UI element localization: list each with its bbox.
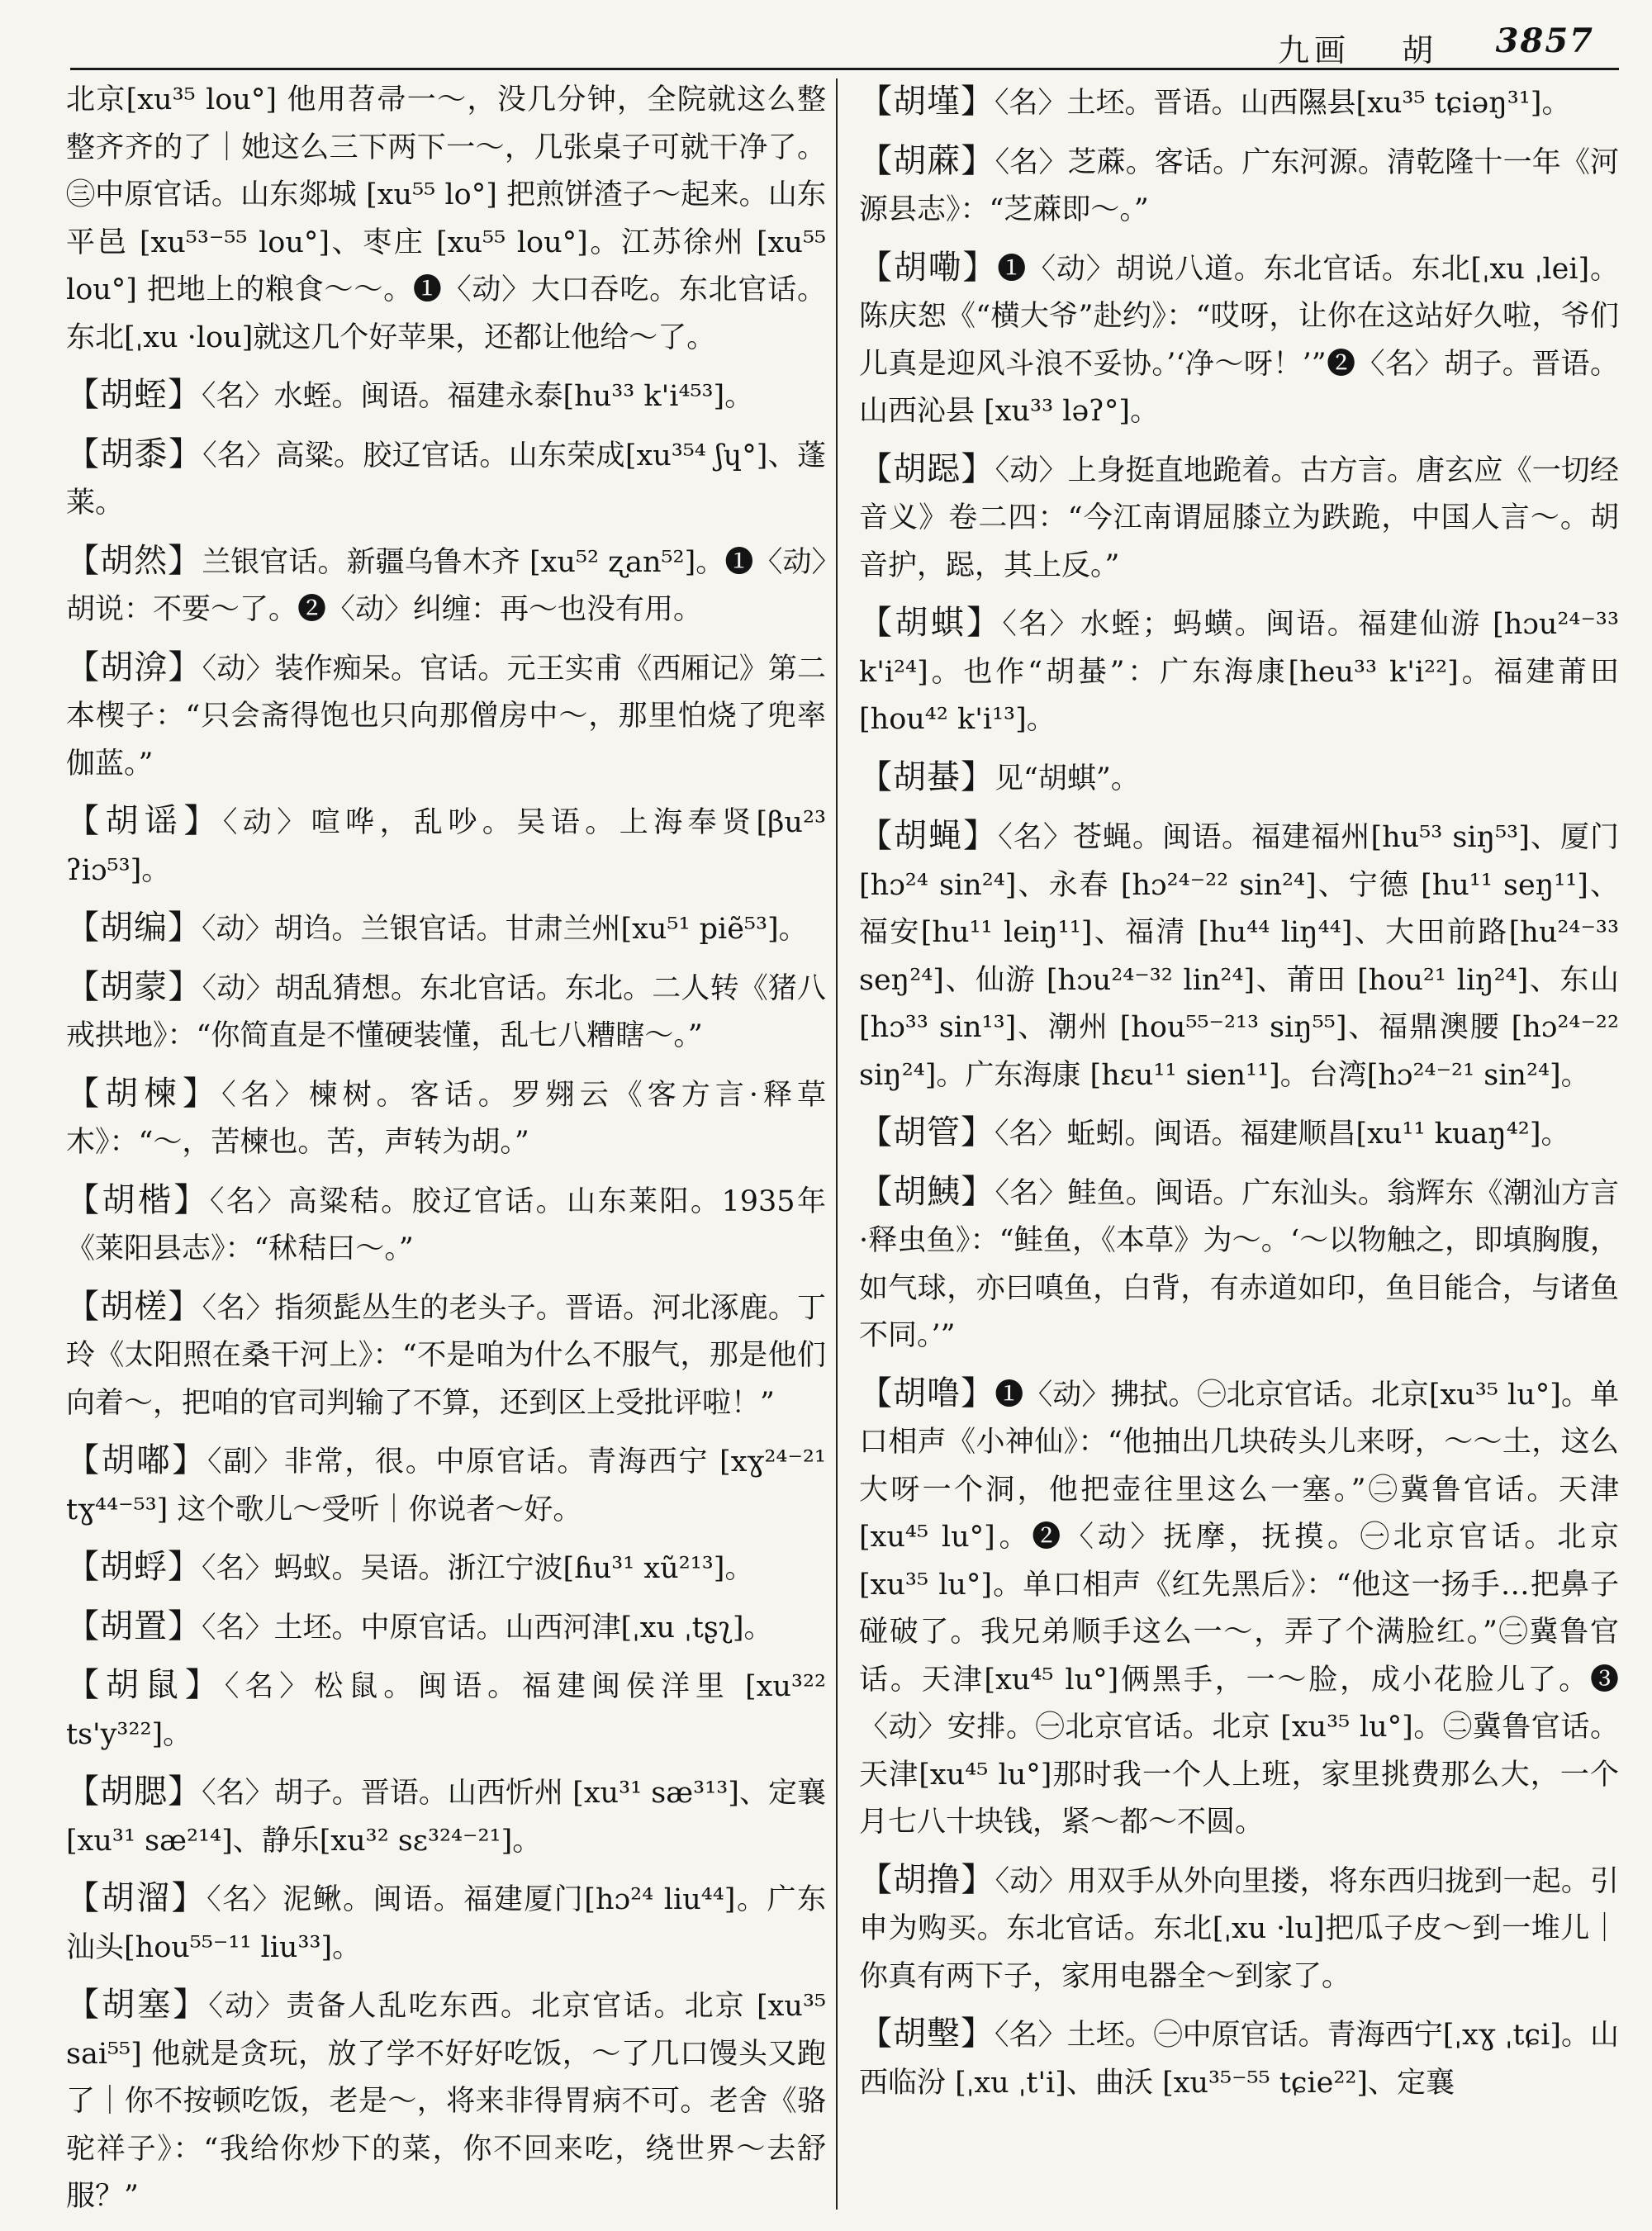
entry-headword: 【胡编】 <box>66 909 202 947</box>
entry-headword: 【胡墐】 <box>859 83 995 121</box>
entry-headword: 【胡黍】 <box>66 434 203 473</box>
page-number: 3857 <box>1495 21 1594 60</box>
entry-definition: 〈名〉高粱秸。胶辽官话。山东莱阳。1935年《莱阳县志》：“秫秸曰～。” <box>66 1184 827 1265</box>
entry-headword: 【胡然】 <box>66 541 202 580</box>
dictionary-entry <box>66 1437 826 1534</box>
dictionary-entry <box>66 964 826 1061</box>
entry-definition: 〈名〉水蛭；蚂蟥。闽语。福建仙游 [hɔu²⁴⁻³³ k'i²⁴]。也作“胡蜝”：广东海康[heu³³ k'i²²]。福建莆田[hou⁴² k'i¹³]。 <box>859 608 1619 736</box>
entry-definition: ❶〈动〉拂拭。㊀北京官话。北京[xu³⁵ lu°]。单口相声《小神仙》：“他抽出几块砖头儿来呀，～～土，这么大呀一个洞，他把壶往里这么一塞。”㊁冀鲁官话。天津[xu⁴⁵ lu°]。❷〈动〉抚摩，抚摸。㊀北京官话。北京 [xu³⁵ lu°]。单口相声《红先黑后》：“他这一扬手…把鼻子碰破了。我兄弟顺手这么一～，弄了个满脸红。”㊁冀鲁官话。天津[xu⁴⁵ lu°]俩黑手，一～脸，成小花脸儿了。❸〈动〉安排。㊀北京官话。北京 [xu³⁵ lu°]。㊁冀鲁官话。天津[xu⁴⁵ lu°]那时我一个人上班，家里挑费那么大，一个月七八十块钱，紧～都～不圆。 <box>859 1378 1620 1839</box>
entry-definition: 〈名〉苍蝇。闽语。福建福州[hu⁵³ siŋ⁵³]、厦门 [hɔ²⁴ sin²⁴]、永春 [hɔ²⁴⁻²² sin²⁴]、宁德 [hu¹¹ seŋ¹¹]、福安[hu¹¹ leiŋ¹¹]、福清 [hu⁴⁴ liŋ⁴⁴]、大田前路[hu²⁴⁻³³ seŋ²⁴]、仙游 [hɔu²⁴⁻³² lin²⁴]、莆田 [hou²¹ liŋ²⁴]、东山 [hɔ³³ sin¹³]、潮州 [hou⁵⁵⁻²¹³ siŋ⁵⁵]、福鼎澳腰 [hɔ²⁴⁻²² siŋ²⁴]。广东海康 [hɛu¹¹ sien¹¹]。台湾[hɔ²⁴⁻²¹ sin²⁴]。 <box>859 821 1620 1092</box>
dictionary-entry <box>859 138 1619 235</box>
dictionary-entry <box>859 446 1619 591</box>
entry-definition: ❶〈动〉胡说八道。东北官话。东北[ˌxu ˌlei]。陈庆恕《“横大爷”赴约》：“哎呀，让你在这站好久啦，爷们儿真是迎风斗浪不妥协。’‘净～呀！’”❷〈名〉胡子。晋语。山西沁县 [xu³³ ləʔ°]。 <box>859 252 1620 428</box>
entry-headword: 【胡墼】 <box>859 2015 995 2053</box>
dictionary-entry <box>66 1070 826 1167</box>
entry-headword: 【胡撸】 <box>859 1860 995 1899</box>
dictionary-entry <box>859 78 1619 128</box>
entry-headword: 【胡嘟】 <box>66 1441 207 1479</box>
entry-definition: 〈动〉用双手从外向里搂，将东西归拢到一起。引申为购买。东北官话。东北[ˌxu ·lu]把瓜子皮～到一堆儿｜你真有两下子，家用电器全～到家了。 <box>859 1864 1619 1993</box>
entry-definition: 〈名〉胡子。晋语。山西忻州 [xu³¹ sæ³¹³]、定襄[xu³¹ sæ²¹⁴]、静乐[xu³² sɛ³²⁴⁻²¹]。 <box>66 1777 827 1858</box>
dictionary-entry <box>66 1982 826 2221</box>
column-divider <box>836 78 838 2210</box>
entry-headword: 【胡跽】 <box>859 449 995 488</box>
dictionary-entry <box>66 1544 826 1593</box>
entry-headword: 【胡鮧】 <box>859 1172 995 1211</box>
dictionary-entry <box>859 600 1619 744</box>
entry-definition: 〈名〉土坯。㊀中原官话。青海西宁[ˌxɣ ˌtɕi]。山西临汾 [ˌxu ˌt'i]、曲沃 [xu³⁵⁻⁵⁵ tɕie²²]、定襄 <box>859 2019 1620 2100</box>
dictionary-entry <box>66 798 826 895</box>
entry-definition: 〈名〉土坯。晋语。山西隰县[xu³⁵ tɕiəŋ³¹]。 <box>995 87 1571 120</box>
entry-definition: 〈名〉高粱。胶辽官话。山东荣成[xu³⁵⁴ ʃɥ°]、蓬莱。 <box>66 439 827 520</box>
entry-definition: 〈副〉非常，很。中原官话。青海西宁 [xɣ²⁴⁻²¹ tɣ⁴⁴⁻⁵³] 这个歌儿～受听｜你说者～好。 <box>66 1445 826 1526</box>
entry-headword: 【胡嘞】 <box>859 248 998 287</box>
entry-headword: 【胡腮】 <box>66 1773 202 1811</box>
entry-headword: 【胡噜】 <box>859 1374 995 1412</box>
dictionary-entry <box>66 904 826 954</box>
entry-headword: 【胡谣】 <box>66 802 223 840</box>
dictionary-entry <box>66 1284 826 1428</box>
dictionary-entry <box>859 2010 1619 2107</box>
entry-definition: 〈名〉蚯蚓。闽语。福建顺昌[xu¹¹ kuaŋ⁴²]。 <box>995 1118 1570 1151</box>
dictionary-entry <box>66 538 826 634</box>
entry-definition: 〈名〉指须髭丛生的老头子。晋语。河北涿鹿。丁玲《太阳照在桑干河上》：“不是咱为什么不服气，那是他们向着～，把咱的官司判输了不算，还到区上受批评啦！” <box>66 1291 826 1420</box>
entry-definition: 北京[xu³⁵ lou°] 他用苕帚一～，没几分钟，全院就这么整整齐齐的了｜她这么三下两下一～，几张桌子可就干净了。㊂中原官话。山东郯城 [xu⁵⁵ lo°] 把煎饼渣子～起来。山东平邑 [xu⁵³⁻⁵⁵ lou°]、枣庄 [xu⁵⁵ lou°]。江苏徐州 [xu⁵⁵ lou°] 把地上的粮食～～。❶〈动〉大口吞吃。东北官话。东北[ˌxu ·lou]就这几个好苹果，还都让他给～了。 <box>66 83 826 354</box>
entry-definition: 〈动〉上身挺直地跪着。古方言。唐玄应《一切经音义》卷二四：“今江南谓屈膝立为跌跪，中国人言～。胡音护，跽，其上反。” <box>859 453 1619 582</box>
entry-headword: 【胡鼠】 <box>66 1666 225 1704</box>
dictionary-entry <box>859 244 1619 436</box>
entry-headword: 【胡蜞】 <box>859 604 1003 642</box>
head-character: 胡 <box>1401 32 1433 69</box>
entry-definition: 〈名〉泥鳅。闽语。福建厦门[hɔ²⁴ liu⁴⁴]。广东汕头[hou⁵⁵⁻¹¹ liu³³]。 <box>66 1883 827 1964</box>
entry-headword: 【胡渰】 <box>66 648 202 686</box>
entry-definition: 〈动〉胡乱猜想。东北官话。东北。二人转《猪八戒拱地》：“你简直是不懂硬装懂，乱七八糟瞎～。” <box>66 971 826 1052</box>
dictionary-entry <box>859 813 1619 1099</box>
dictionary-entry <box>66 372 826 421</box>
entry-definition: 〈名〉蚂蚁。吴语。浙江宁波[ɦu³¹ xũ²¹³]。 <box>202 1552 754 1585</box>
dictionary-entry <box>859 1169 1619 1360</box>
entry-headword: 【胡蜉】 <box>66 1548 202 1586</box>
entry-headword: 【胡置】 <box>66 1607 202 1645</box>
entry-headword: 【胡楝】 <box>66 1074 222 1113</box>
entry-definition: 〈动〉胡诌。兰银官话。甘肃兰州[xu⁵¹ piẽ⁵³]。 <box>202 913 808 946</box>
entry-definition: 〈名〉水蛭。闽语。福建永泰[hu³³ k'i⁴⁵³]。 <box>202 380 754 413</box>
dictionary-entry <box>859 1370 1619 1847</box>
dictionary-entry <box>66 1603 826 1653</box>
entry-headword: 【胡槎】 <box>66 1287 202 1326</box>
section-label: 九画 <box>1277 32 1351 69</box>
entry-definition: 见“胡蜞”。 <box>995 762 1140 795</box>
entry-definition: 〈动〉装作痴呆。官话。元王实甫《西厢记》第二本楔子：“只会斋得饱也只向那僧房中～，那里怕烧了兜率伽蓝。” <box>66 652 826 781</box>
entry-headword: 【胡蜝】 <box>859 757 995 796</box>
dictionary-entry <box>66 77 826 362</box>
dictionary-entry <box>66 431 826 528</box>
entry-definition: 〈动〉责备人乱吃东西。北京官话。北京 [xu³⁵ sai⁵⁵] 他就是贪玩，放了学不好好吃饭，～了几口馒头又跑了｜你不按顿吃饭，老是～，将来非得胃病不可。老舍《骆驼祥子》：“我给你炒下的菜，你不回来吃，绕世界～去舒服？” <box>66 1990 827 2213</box>
entry-headword: 【胡蛭】 <box>66 376 202 414</box>
entry-headword: 【胡蔴】 <box>859 141 995 180</box>
entry-definition: 兰银官话。新疆乌鲁木齐 [xu⁵² ʐan⁵²]。❶〈动〉胡说：不要～了。❷〈动〉纠缠：再～也没有用。 <box>66 545 827 626</box>
dictionary-entry <box>66 1662 826 1759</box>
entry-headword: 【胡塞】 <box>66 1986 209 2024</box>
entry-headword: 【胡楷】 <box>66 1180 210 1219</box>
entry-definition: 〈名〉土坯。中原官话。山西河津[ˌxu ˌtʂʅ]。 <box>202 1611 773 1645</box>
left-column <box>66 78 826 2231</box>
dictionary-entry <box>66 644 826 789</box>
dictionary-entry <box>859 1857 1619 2001</box>
dictionary-entry <box>859 1109 1619 1159</box>
entry-headword: 【胡蒙】 <box>66 967 202 1006</box>
dictionary-entry <box>66 1875 826 1972</box>
right-column <box>859 78 1619 2117</box>
entry-definition: 〈名〉松鼠。闽语。福建闽侯洋里 [xu³²² ts'y³²²]。 <box>66 1670 827 1751</box>
entry-definition: 〈名〉楝树。客话。罗翙云《客方言·释草木》：“～，苦楝也。苦，声转为胡。” <box>66 1078 826 1159</box>
dictionary-entry <box>859 754 1619 804</box>
entry-definition: 〈名〉芝蔴。客话。广东河源。清乾隆十一年《河源县志》：“芝蔴即～。” <box>859 145 1619 226</box>
entry-definition: 〈名〉鲑鱼。闽语。广东汕头。翁辉东《潮汕方言·释虫鱼》：“鲑鱼，《本草》为～。‘～以物触之，即填胸腹，如气球，亦曰嗔鱼，白背，有赤道如印，鱼目能合，与诸鱼不同。’” <box>859 1176 1619 1352</box>
page-header <box>70 21 1619 70</box>
entry-headword: 【胡管】 <box>859 1113 995 1151</box>
dictionary-entry <box>66 1768 826 1865</box>
entry-headword: 【胡溜】 <box>66 1879 207 1917</box>
dictionary-entry <box>66 1177 826 1274</box>
entry-definition: 〈动〉喧哗，乱吵。吴语。上海奉贤[βu²³ ʔiɔ⁵³]。 <box>66 806 827 887</box>
entry-headword: 【胡蝇】 <box>859 817 999 855</box>
